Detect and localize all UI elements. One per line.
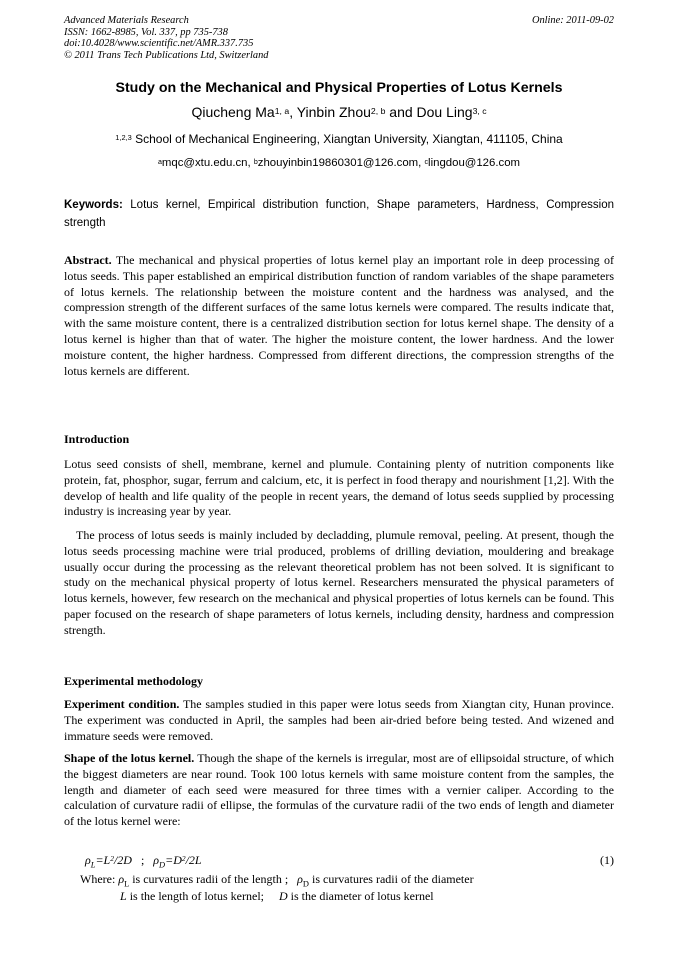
email-list: [0, 157, 678, 169]
shape-paragraph: [64, 751, 614, 830]
experiment-condition-text: The samples studied in this paper were lotus seeds from Xiangtan city, Hunan province. The experiment was conducted in April, the samples had been air-dried before being tested. And wizened and immature seeds were removed.: [64, 697, 615, 743]
equation-number: (1): [600, 853, 614, 867]
author-list: [0, 104, 678, 120]
abstract-label: Abstract.: [64, 253, 112, 267]
keywords: [64, 196, 614, 232]
journal-name: Advanced Materials Research: [64, 15, 189, 26]
formula-part: /2L: [185, 853, 202, 867]
where-rho: ρ: [118, 872, 125, 886]
where-sub: D: [302, 879, 309, 889]
where-line-2: [120, 889, 434, 904]
author-sup: 3, c: [472, 105, 487, 116]
author-sup: 1, a: [274, 105, 290, 116]
introduction-paragraph-1: Lotus seed consists of shell, membrane, kernel and plumule. Containing plenty of nutrition components like protein, fat, phosphor, sugar, ferrum and calcium, etc, it is perfect in food therapy and nourishment [1,2]. With the develop of health and life quality of the people in recent years, the demand of lotus seeds supplied by processing industry is increasing year by year.: [64, 457, 614, 519]
introduction-heading: Introduction: [64, 432, 130, 446]
page-header: [64, 15, 614, 61]
paper-title: Study on the Mechanical and Physical Properties of Lotus Kernels: [115, 80, 563, 96]
affiliation-sup: 1,2,3: [115, 133, 132, 143]
formula-rho: ρ: [85, 853, 91, 867]
formula-exponent: 2: [181, 854, 186, 864]
formula-part: =L: [95, 853, 111, 867]
email-sup: c: [424, 158, 429, 166]
email-sup: b: [253, 158, 258, 166]
where-rho: ρ: [297, 872, 303, 886]
experiment-condition-label: Experiment condition.: [64, 697, 180, 711]
email-sup: a: [157, 158, 162, 166]
email-address: lingdou@126.com: [428, 157, 521, 169]
formula-rho: ρ: [153, 853, 160, 867]
keywords-label: Keywords:: [64, 199, 123, 211]
where-symbol: L: [120, 889, 127, 903]
email-address: mqc@xtu.edu.cn,: [161, 157, 254, 169]
formula-part: =D: [165, 853, 182, 867]
shape-label: Shape of the lotus kernel.: [64, 751, 195, 765]
formula-separator: ;: [131, 853, 154, 867]
where-text: is the length of lotus kernel;: [126, 889, 279, 903]
author-separator: and: [385, 104, 417, 120]
shape-text: Though the shape of the kernels is irregular, most are of ellipsoidal structure, of which the biggest diameters are near round. Took 100 lotus kernels with same moisture content from the samples, the length and diameter of each seed were measured for three times with a vernier caliper. According to the calculation of curvature radii of ellipse, the formulas of the curvature radii of the two ends of length and diameter of the lotus kernel were:: [64, 751, 614, 829]
doi-line: doi:10.4028/www.scientific.net/AMR.337.735: [64, 38, 254, 50]
where-line-1: [80, 872, 474, 888]
copyright-line: © 2011 Trans Tech Publications Ltd, Switzerland: [64, 49, 269, 61]
issn-line: ISSN: 1662-8985, Vol. 337, pp 735-738: [64, 26, 228, 38]
formula-exponent: 2: [110, 854, 114, 864]
author-name: Yinbin Zhou: [296, 104, 371, 120]
author-name: Qiucheng Ma: [191, 104, 275, 120]
where-sub: L: [124, 879, 130, 889]
formula-sub: D: [159, 860, 166, 870]
affiliation: [0, 132, 678, 146]
author-separator: ,: [289, 104, 297, 120]
abstract-text: The mechanical and physical properties of lotus kernel play an important role in deep processing of lotus seeds. This paper established an empirical distribution function of random variables of the shape parameters of lotus kernels. The relationship between the moisture content and the hardness was analysed, and the compression strength of the different surfaces of the same lotus kernels were compared. The results indicate that, with the same moisture content, there is a centralized distribution section for lotus kernel shape. The density of a lotus kernel is higher than that of water. The higher the moisture content, the lower hardness. And the lower moisture content, the higher hardness. Compressed from different directions, the compression strengths of the lotus kernels are different.: [64, 253, 614, 378]
keywords-text: Lotus kernel, Empirical distribution function, Shape parameters, Hardness, Compression strength: [64, 199, 614, 229]
where-label: Where:: [80, 872, 119, 886]
online-date: Online: 2011-09-02: [531, 15, 614, 26]
where-text: is curvatures radii of the length ;: [129, 872, 298, 886]
author-sup: 2, b: [370, 105, 386, 116]
where-text: is the diameter of lotus kernel: [287, 889, 434, 903]
where-symbol: D: [279, 889, 288, 903]
author-name: Dou Ling: [416, 104, 473, 120]
where-text: is curvatures radii of the diameter: [308, 872, 474, 886]
experiment-condition-paragraph: [64, 697, 614, 744]
formula-1: [85, 853, 202, 869]
methodology-heading: Experimental methodology: [64, 674, 203, 688]
abstract: [64, 253, 614, 379]
formula-sub: L: [90, 860, 96, 870]
formula-part: /2D: [113, 853, 132, 867]
introduction-paragraph-2: The process of lotus seeds is mainly included by decladding, plumule removal, peeling. At present, though the lotus seeds processing machine were trial produced, problems of drilling deviation, mouldering and breakage usually occur during the processing as the relevant theoretical problem has not been solved. It is significant to study on the mechanical physical property of lotus kernel. Researchers mensurated the physical parameters of lotus kernels, however, few research on the mechanical and physical properties of lotus kernels can be found. This paper focused on the research of shape parameters of lotus kernels, including density, hardness and compression strength.: [64, 528, 614, 637]
email-address: zhouyinbin19860301@126.com,: [257, 157, 425, 169]
affiliation-text: School of Mechanical Engineering, Xiangtan University, Xiangtan, 411105, China: [131, 132, 563, 146]
